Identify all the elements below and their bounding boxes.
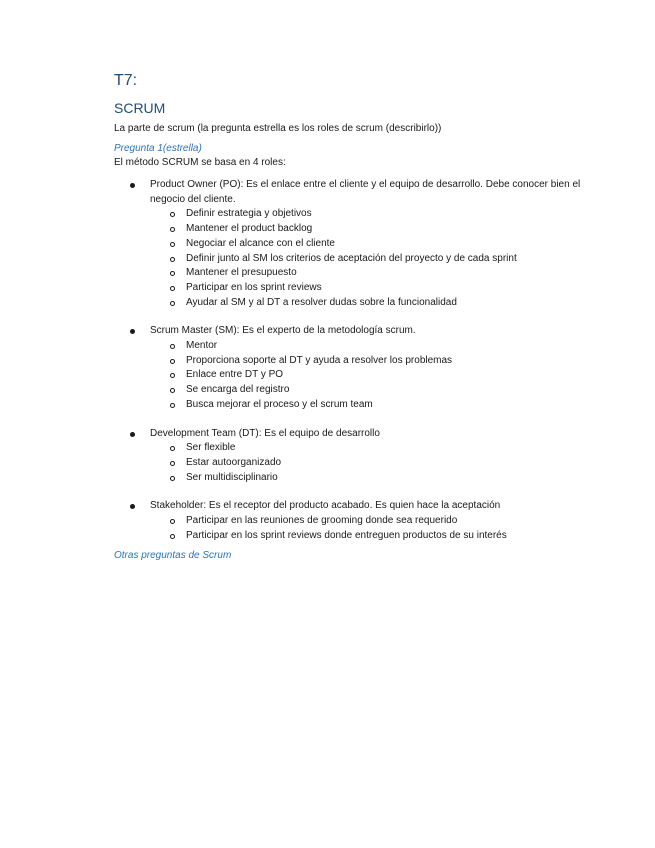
duty-text: Ayudar al SM y al DT a resolver dudas sobre la funcionalidad (186, 296, 457, 308)
duty-text: Participar en las reuniones de grooming donde sea requerido (186, 515, 458, 527)
duty-item (150, 514, 594, 529)
duty-text: Busca mejorar el proceso y el scrum team (186, 398, 373, 410)
role-item-development-team (114, 427, 594, 486)
circle-bullet-icon (170, 446, 175, 451)
document-page (114, 70, 594, 563)
question-1-heading: Pregunta 1(estrella) (114, 143, 202, 154)
circle-bullet-icon (170, 359, 175, 364)
circle-bullet-icon (170, 271, 175, 276)
duties-list (150, 339, 594, 413)
role-text: Development Team (DT): Es el equipo de desarrollo (150, 427, 380, 439)
duties-list (150, 441, 594, 485)
duties-list (150, 207, 594, 310)
duty-text: Participar en los sprint reviews donde entreguen productos de su interés (186, 529, 507, 541)
duty-item (150, 296, 594, 311)
circle-bullet-icon (170, 212, 175, 217)
duty-item (150, 471, 594, 486)
duty-text: Ser multidisciplinario (186, 471, 278, 483)
duty-text: Enlace entre DT y PO (186, 369, 284, 381)
duty-item (150, 252, 594, 267)
duty-item (150, 266, 594, 281)
circle-bullet-icon (170, 286, 175, 291)
role-item-product-owner (114, 178, 594, 310)
duty-item (150, 441, 594, 456)
duty-text: Proporciona soporte al DT y ayuda a resolver los problemas (186, 354, 453, 366)
role-text: Product Owner (PO): Es el enlace entre el cliente y el equipo de desarrollo. Debe conocer bien el negocio del cliente. (150, 179, 581, 205)
duty-item (150, 222, 594, 237)
duty-item (150, 354, 594, 369)
circle-bullet-icon (170, 534, 175, 539)
duty-text: Definir estrategia y objetivos (186, 208, 312, 220)
circle-bullet-icon (170, 476, 175, 481)
heading-t7: T7: (114, 72, 138, 89)
circle-bullet-icon (170, 301, 175, 306)
duty-item (150, 281, 594, 296)
duty-item (150, 339, 594, 354)
duty-text: Negociar el alcance con el cliente (186, 237, 335, 249)
bullet-icon (130, 183, 135, 188)
circle-bullet-icon (170, 403, 175, 408)
circle-bullet-icon (170, 344, 175, 349)
duty-text: Mantener el product backlog (186, 223, 313, 235)
duty-item (150, 237, 594, 252)
duty-item (150, 368, 594, 383)
circle-bullet-icon (170, 257, 175, 262)
bullet-icon (130, 432, 135, 437)
bullet-icon (130, 329, 135, 334)
duty-text: Se encarga del registro (186, 384, 290, 396)
role-text: Scrum Master (SM): Es el experto de la metodología scrum. (150, 325, 416, 337)
roles-list (114, 178, 594, 543)
duty-item (150, 207, 594, 222)
circle-bullet-icon (170, 388, 175, 393)
circle-bullet-icon (170, 242, 175, 247)
duty-text: Estar autoorganizado (186, 456, 282, 468)
bullet-icon (130, 504, 135, 509)
circle-bullet-icon (170, 519, 175, 524)
duty-item (150, 529, 594, 544)
role-text: Stakeholder: Es el receptor del producto acabado. Es quien hace la aceptación (150, 500, 501, 512)
other-questions-heading: Otras preguntas de Scrum (114, 550, 232, 562)
duty-text: Mantener el presupuesto (186, 267, 297, 279)
duty-text: Definir junto al SM los criterios de aceptación del proyecto y de cada sprint (186, 252, 517, 264)
role-item-stakeholder (114, 499, 594, 543)
duty-item (150, 383, 594, 398)
role-item-scrum-master (114, 324, 594, 412)
duty-text: Participar en los sprint reviews (186, 281, 322, 293)
circle-bullet-icon (170, 461, 175, 466)
circle-bullet-icon (170, 227, 175, 232)
duty-text: Ser flexible (186, 442, 236, 454)
circle-bullet-icon (170, 373, 175, 378)
duty-item (150, 398, 594, 413)
heading-scrum: SCRUM (114, 100, 166, 116)
duty-text: Mentor (186, 340, 218, 352)
method-line: El método SCRUM se basa en 4 roles: (114, 157, 286, 168)
duties-list (150, 514, 594, 543)
intro-paragraph: La parte de scrum (la pregunta estrella es los roles de scrum (describirlo)) (114, 123, 442, 134)
duty-item (150, 456, 594, 471)
